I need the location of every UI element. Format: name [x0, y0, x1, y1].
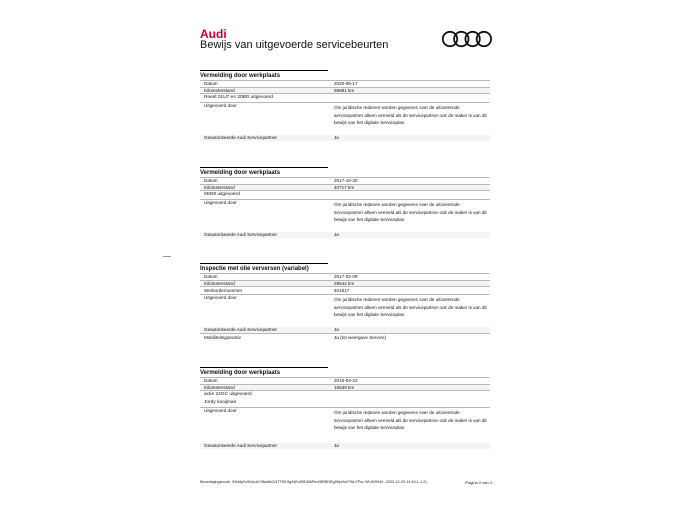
row-authorized-partner: Geautoriseerde Audi Servicepartner Ja — [200, 135, 490, 141]
row-work-order: Werkordernummer 401617 — [200, 286, 490, 294]
row-action: 0KD9 uitgevoerd — [200, 190, 490, 199]
row-authorized-partner: Geautoriseerde Audi Servicepartner Ja — [200, 443, 490, 449]
row-date: Datum 2020-06-17 — [200, 80, 490, 87]
row-mileage: Kilometerstand 40717 km — [200, 184, 490, 191]
row-performed-by: Uitgevoerd door Om juridische redenen worden gegevens over de uitvoerende servicepartner alleen vermeld als de servicepartner ook de maker is van dit bewijs van het digitale Serviceplan. — [200, 199, 490, 232]
row-performed-by: Uitgevoerd door Om juridische redenen worden gegevens over de uitvoerende servicepartner alleen vermeld als de servicepartner ook de maker is van dit bewijs van het digitale Serviceplan. — [200, 294, 490, 327]
confirmation-code: Bevestigingscode: X5rMpSrWJauCr9Na8bCNTTEK9g34Ev53DN8Pm4BRBDEg9KpHorFWu7Psc WL809940 -2023-12-29 14:49:1-1:2) — [200, 480, 427, 484]
row-mileage: Kilometerstand 59881 km — [200, 87, 490, 94]
row-date: Datum 2016-04-22 — [200, 377, 490, 384]
row-action: Roest 01U7 en 20BD uitgevoerd — [200, 93, 490, 102]
brand-name: Audi — [200, 27, 227, 41]
row-date: Datum 2017-02-09 — [200, 273, 490, 280]
service-entry-1 — [200, 70, 490, 141]
row-action: actie 24GC uitgevoerd — [200, 390, 490, 399]
row-authorized-partner: Geautoriseerde Audi Servicepartner Ja — [200, 232, 490, 238]
row-mileage: Kilometerstand 29542 km — [200, 280, 490, 287]
row-authorized-partner: Geautoriseerde Audi Servicepartner Ja — [200, 327, 490, 333]
section-title: Vermelding door werkplaats — [200, 367, 328, 377]
audi-logo-icon — [441, 30, 493, 48]
row-mobility-guarantee: Mobiliteitsgarantie Ja (tot weergave Service) — [200, 333, 490, 341]
section-title: Inspectie met olie verversen (variabel) — [200, 263, 328, 273]
document-title: Bewijs van uitgevoerde servicebeurten — [200, 39, 389, 51]
page-number: Pagina 2 van 3 — [465, 480, 492, 485]
row-performed-by: Uitgevoerd door Om juridische redenen worden gegevens over de uitvoerende servicepartner alleen vermeld als de servicepartner ook de maker is van dit bewijs van het digitale Serviceplan. — [200, 102, 490, 135]
section-title: Vermelding door werkplaats — [200, 70, 328, 80]
row-mileage: Kilometerstand 15639 km — [200, 384, 490, 391]
section-title: Vermelding door werkplaats — [200, 167, 328, 177]
row-performed-by: Uitgevoerd door Om juridische redenen worden gegevens over de uitvoerende servicepartner alleen vermeld als de servicepartner ook de maker is van dit bewijs van het digitale Serviceplan. — [200, 407, 490, 443]
service-entry-2 — [200, 167, 490, 238]
row-technician: Jordy kooijman — [204, 400, 237, 406]
service-entry-3 — [200, 263, 490, 341]
divider — [163, 256, 171, 257]
row-date: Datum 2017-10-30 — [200, 177, 490, 184]
service-entry-4 — [200, 367, 490, 449]
